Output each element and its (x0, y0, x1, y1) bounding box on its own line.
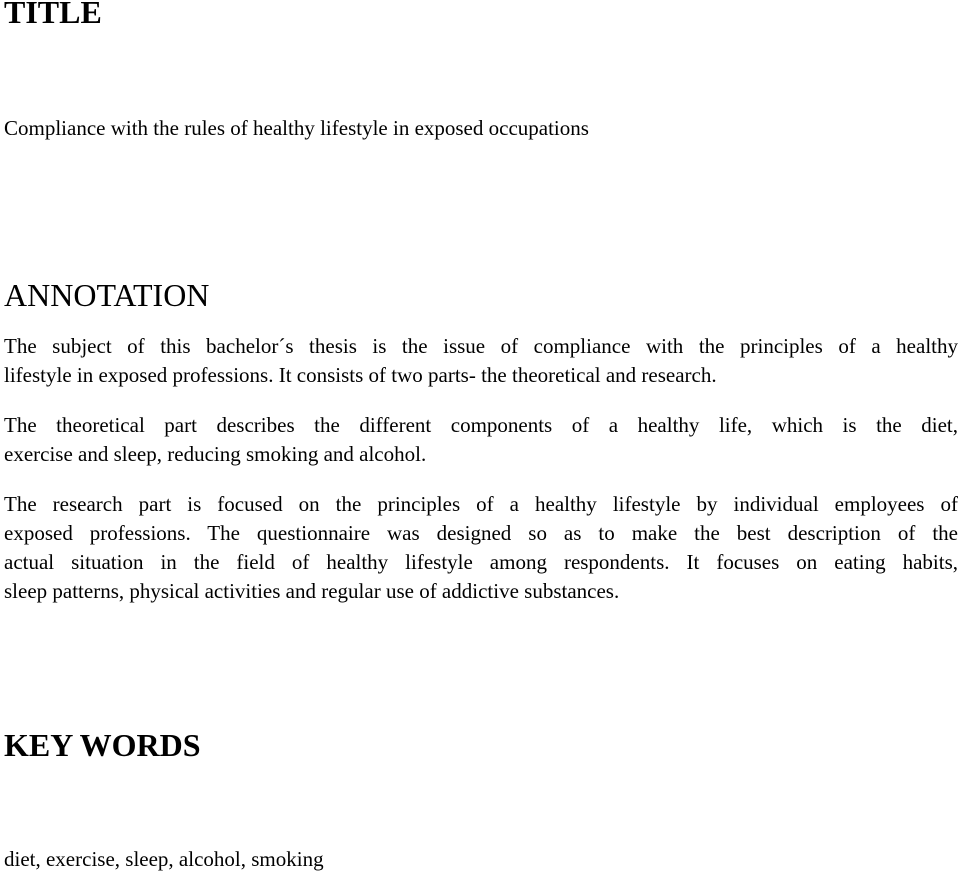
paragraph-line: The theoretical part describes the different components of a healthy life, which is the diet, (4, 413, 958, 437)
title-heading: TITLE (4, 0, 102, 30)
annotation-paragraph-3 (4, 490, 958, 606)
annotation-heading: ANNOTATION (4, 277, 210, 313)
paragraph-line: The subject of this bachelor´s thesis is the issue of compliance with the principles of a healthy (4, 334, 958, 358)
paragraph-line: lifestyle in exposed professions. It consists of two parts- the theoretical and research. (4, 363, 717, 387)
paragraph-line: actual situation in the field of healthy lifestyle among respondents. It focuses on eating habits, (4, 550, 958, 574)
keywords-text: diet, exercise, sleep, alcohol, smoking (4, 847, 324, 871)
annotation-paragraph-1 (4, 332, 958, 390)
paragraph-line: exposed professions. The questionnaire was designed so as to make the best description of the (4, 521, 958, 545)
paragraph-line: exercise and sleep, reducing smoking and alcohol. (4, 442, 427, 466)
paragraph-line: sleep patterns, physical activities and regular use of addictive substances. (4, 579, 620, 603)
paragraph-line: The research part is focused on the principles of a healthy lifestyle by individual employees of (4, 492, 958, 516)
thesis-title-text: Compliance with the rules of healthy lifestyle in exposed occupations (4, 116, 589, 140)
keywords-heading: KEY WORDS (4, 727, 201, 763)
annotation-paragraph-2 (4, 411, 958, 469)
